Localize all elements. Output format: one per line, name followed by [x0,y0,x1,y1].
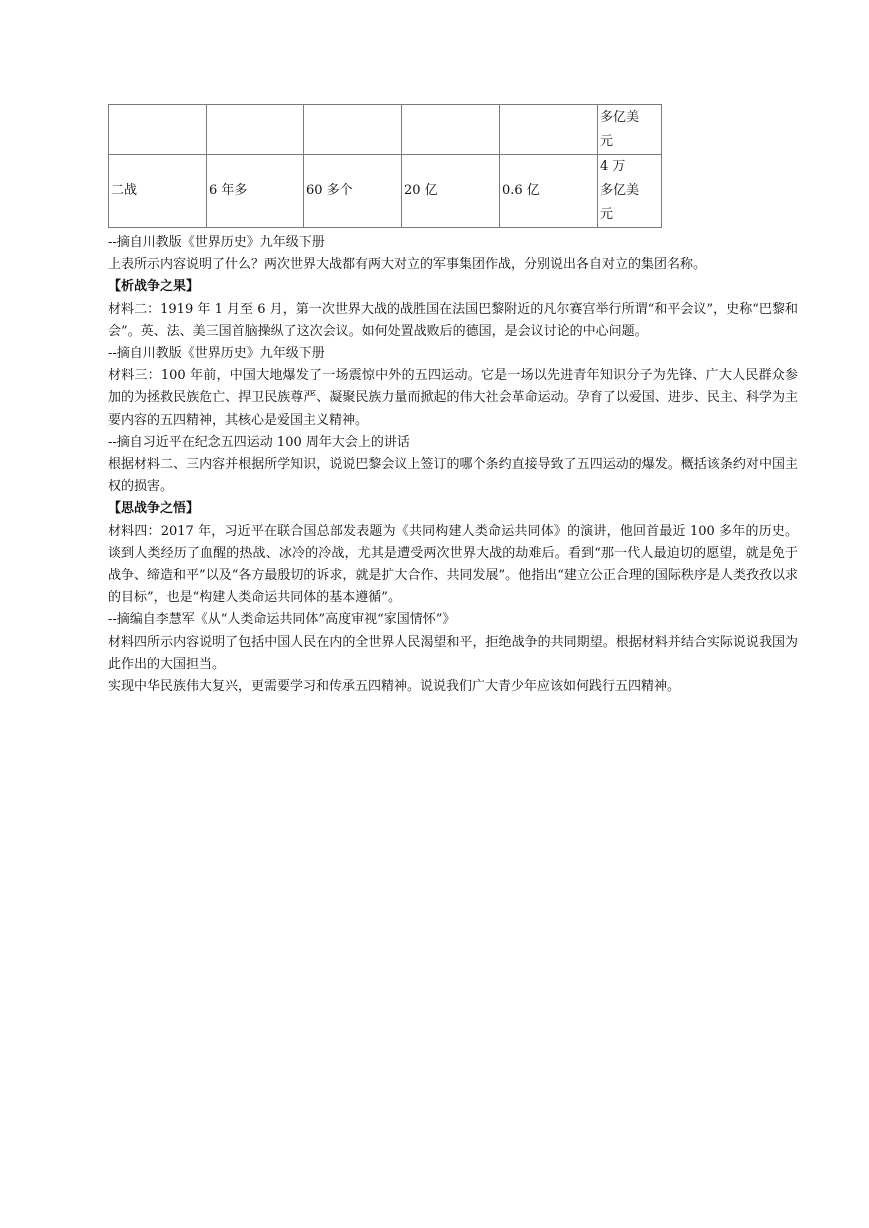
document-body [108,232,798,698]
section-heading: 【思战争之悟】 [108,501,200,517]
table-cell: 0.6 亿 [500,155,598,228]
table-cell [207,105,304,155]
paragraph: --摘自川教版《世界历史》九年级下册 [108,235,325,250]
table-cell [402,105,500,155]
table-cell: 6 年多 [207,155,304,228]
table-cell: 60 多个 [304,155,402,228]
cell-line: 多亿美 [600,183,640,198]
section-heading: 【析战争之果】 [108,279,200,295]
paragraph: 材料三：100 年前，中国大地爆发了一场震惊中外的五四运动。它是一场以先进青年知识分子为先锋、广大人民群众参加的为拯救民族危亡、捍卫民族尊严、凝聚民族力量而掀起的伟大社会革命运动。孕育了以爱国、进步、民主、科学为主要内容的五四精神，其核心是爱国主义精神。 [108,368,798,428]
paragraph: --摘自川教版《世界历史》九年级下册 [108,346,325,362]
paragraph: --摘自习近平在纪念五四运动 100 周年大会上的讲话 [108,434,410,450]
table-cell [598,105,662,155]
table-cell: 二战 [109,155,207,228]
paragraph: 材料二：1919 年 1 月至 6 月，第一次世界大战的战胜国在法国巴黎附近的凡尔赛宫举行所谓“和平会议”，史称“巴黎和会”。英、法、美三国首脑操纵了这次会议。如何处置战败后的德国，是会议讨论的中心问题。 [108,301,798,339]
cell-line: 元 [600,133,614,149]
table-cell [109,105,207,155]
war-statistics-table [108,104,662,228]
table-row [109,105,662,155]
table-cell: 20 亿 [402,155,500,228]
cell-line: 元 [600,207,614,222]
table-row [109,155,662,228]
paragraph: 实现中华民族伟大复兴，更需要学习和传承五四精神。说说我们广大青少年应该如何践行五四精神。 [108,679,681,695]
table-cell [598,155,662,228]
paragraph: --摘编自李慧军《从“人类命运共同体”高度审视“家国情怀”》 [108,612,456,628]
paragraph: 根据材料二、三内容并根据所学知识，说说巴黎会议上签订的哪个条约直接导致了五四运动的爆发。概括该条约对中国主权的损害。 [108,457,798,495]
paragraph: 材料四所示内容说明了包括中国人民在内的全世界人民渴望和平，拒绝战争的共同期望。根据材料并结合实际说说我国为此作出的大国担当。 [108,634,798,672]
cell-line: 4 万 [600,159,626,174]
paragraph: 上表所示内容说明了什么？两次世界大战都有两大对立的军事集团作战，分别说出各自对立的集团名称。 [108,257,707,273]
document-page [108,104,798,698]
paragraph: 材料四：2017 年，习近平在联合国总部发表题为《共同构建人类命运共同体》的演讲，他回首最近 100 多年的历史。谈到人类经历了血醒的热战、冰冷的冷战，尤其是遭受两次世界大战的劫难后。看到“那一代人最迫切的愿望，就是免于战争、缔造和平”以及“各方最殷切的诉求，就是扩大合作、共同发展”。他指出“建立公正合理的国际秩序是人类孜孜以求的目标”，也是“构建人类命运共同体的基本遵循”。 [108,523,798,606]
table-cell [500,105,598,155]
cell-line: 多亿美 [600,109,640,125]
table-cell [304,105,402,155]
